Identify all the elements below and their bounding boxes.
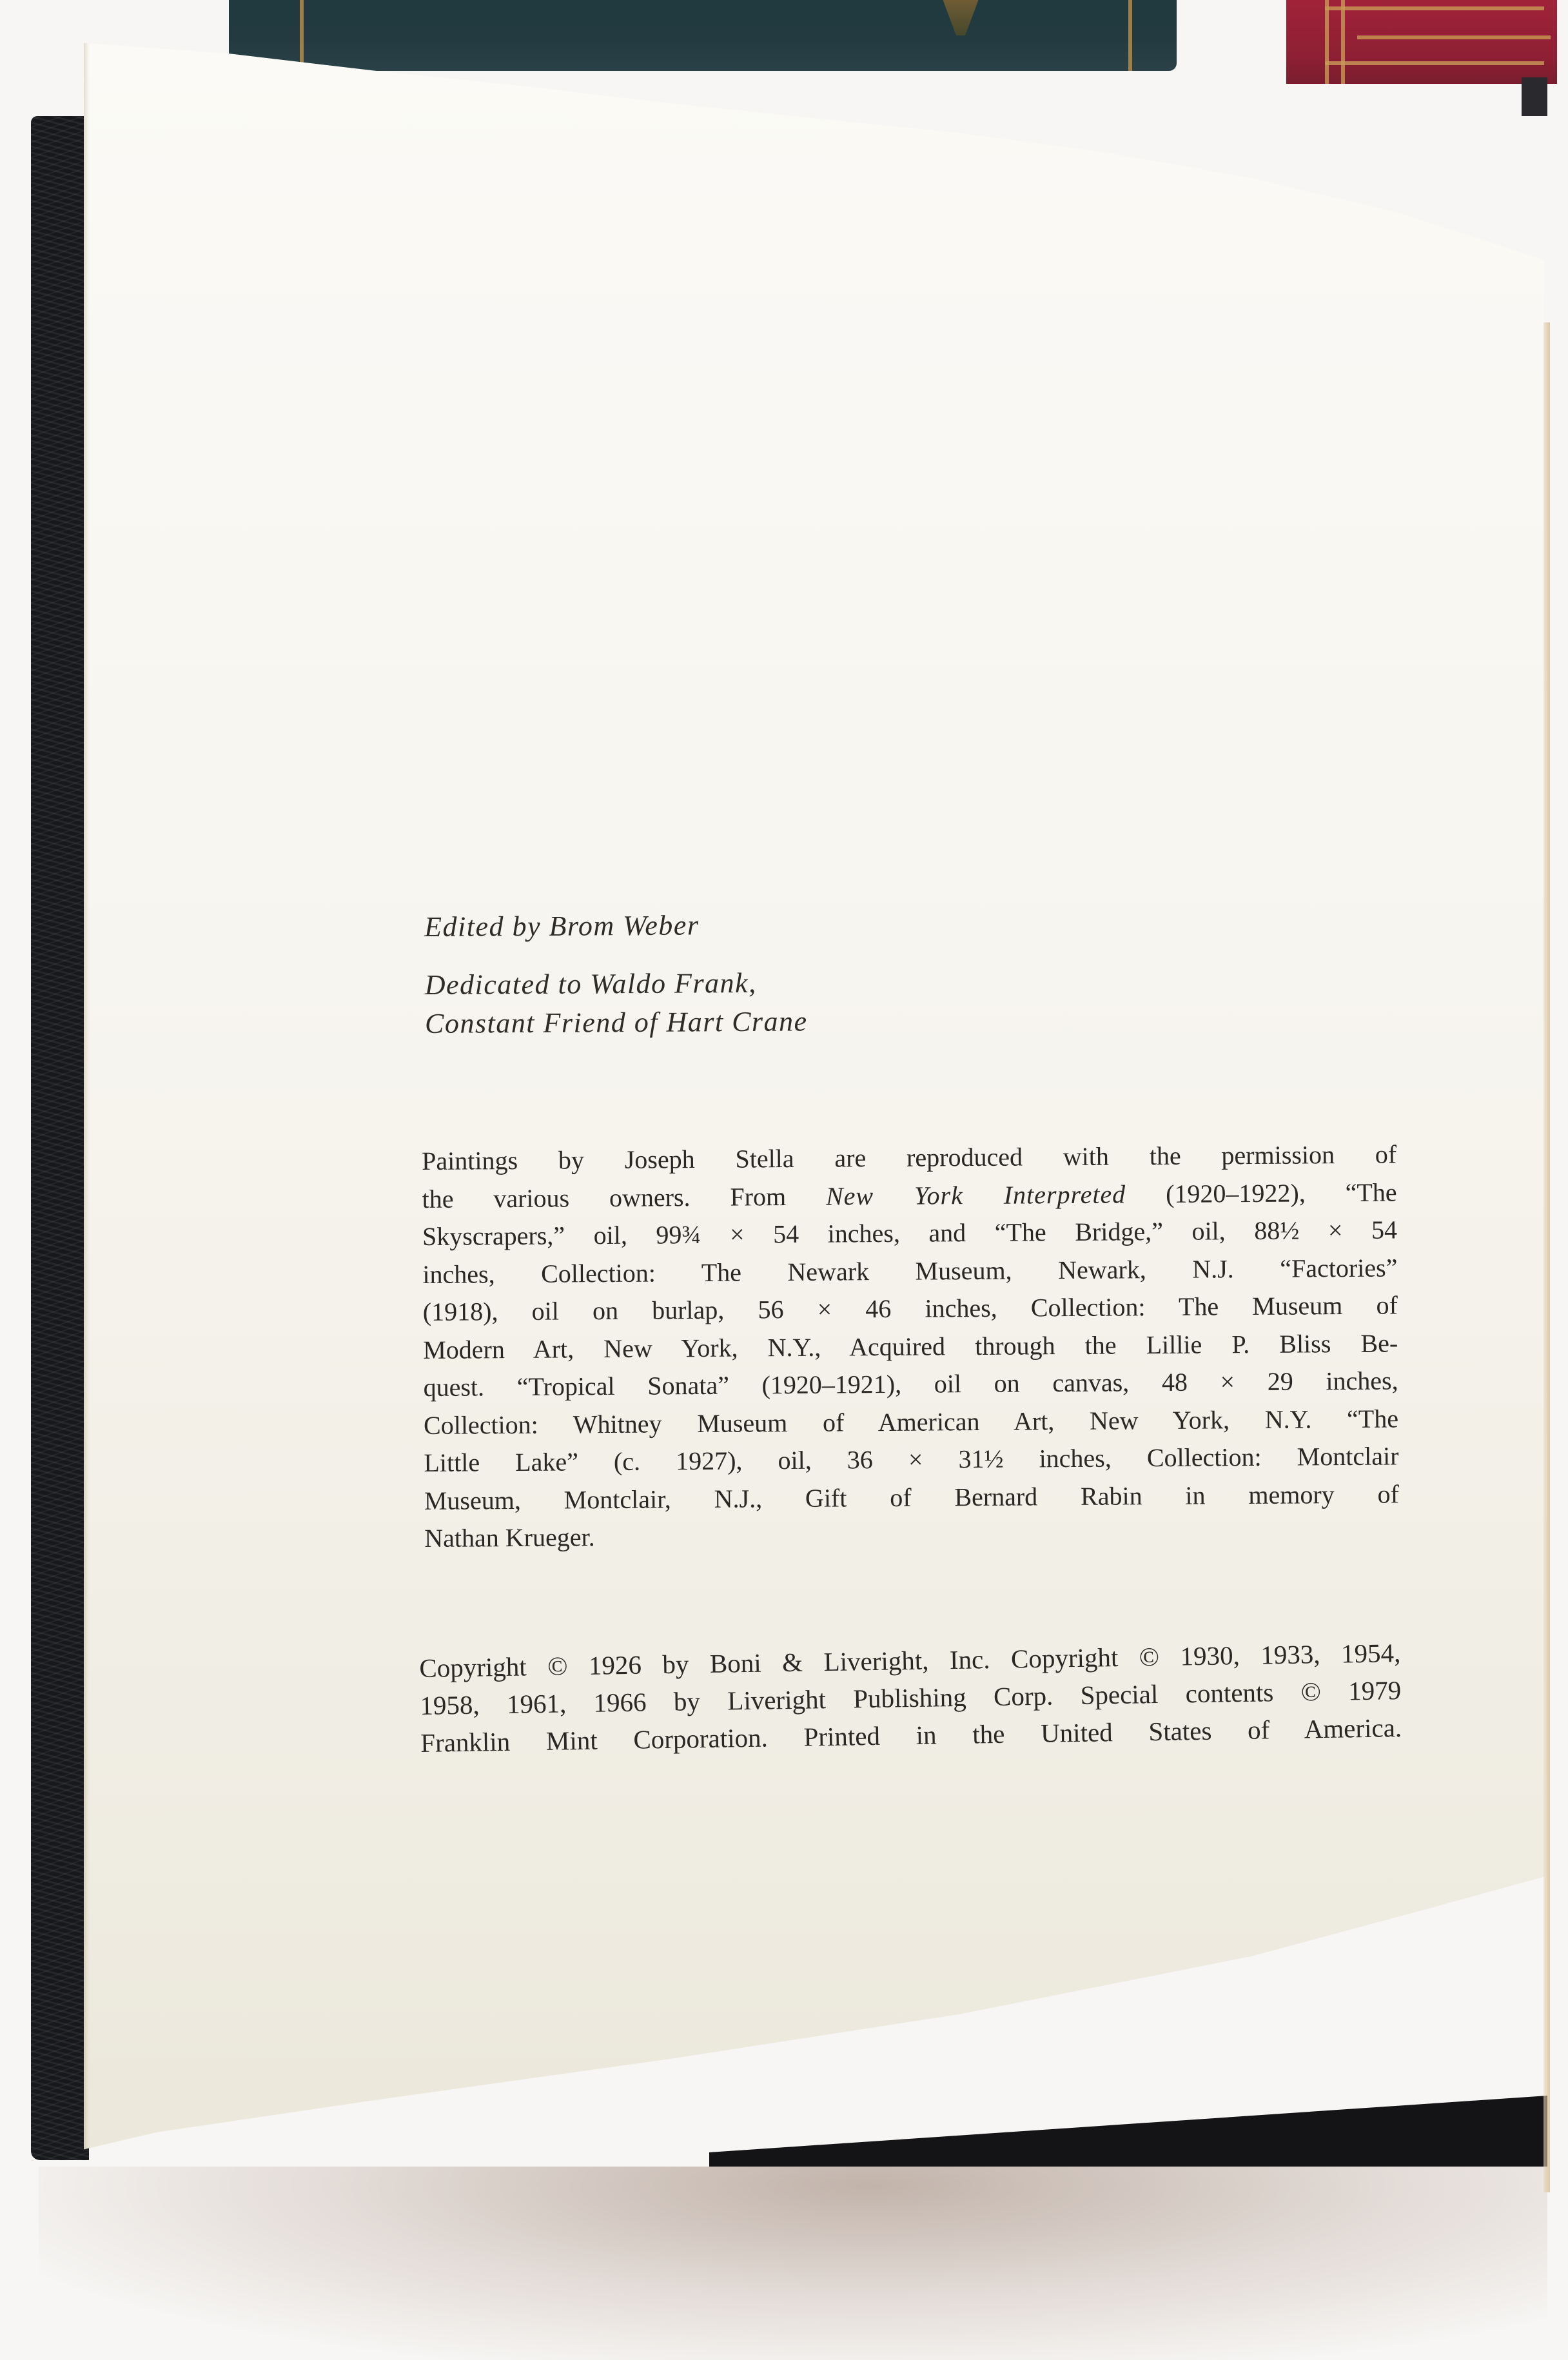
text-run: Paintings by Joseph Stella are reproduced with the permission of: [422, 1139, 1397, 1175]
gilt-line: [1325, 61, 1544, 65]
permissions-line: [423, 1362, 1398, 1406]
text-run: Modern Art, New York, N.Y., Acquired through the Lillie P. Bliss Be-: [423, 1328, 1398, 1364]
gilt-ornament-icon: [938, 0, 983, 35]
book-cover-bottom: [709, 2096, 1547, 2167]
page-edge: [1544, 322, 1550, 2192]
text-run: (1918), oil on burlap, 56 × 46 inches, Collection: The Museum of: [422, 1290, 1398, 1326]
book-cover-edge: [31, 116, 89, 2160]
text-run: Skyscrapers,” oil, 99¾ × 54 inches, and “The Bridge,” oil, 88½ × 54: [422, 1215, 1398, 1251]
text-run: inches, Collection: The Newark Museum, Newark, N.J. “Factories”: [422, 1252, 1398, 1289]
background-red-book: [1286, 0, 1557, 84]
copyright-notice: [419, 1634, 1402, 1762]
permissions-paragraph: [422, 1136, 1399, 1557]
gilt-line: [1128, 0, 1132, 71]
gilt-line: [1341, 0, 1345, 84]
permissions-line: [424, 1513, 1399, 1557]
table-shadow: [39, 2167, 1547, 2360]
background-green-book: [229, 0, 1177, 71]
permissions-line: [424, 1475, 1399, 1520]
gilt-line: [1325, 6, 1544, 10]
gilt-line: [1357, 35, 1551, 39]
text-run: the various owners. From: [422, 1181, 827, 1214]
text-run: (1920–1922), “The: [1126, 1177, 1397, 1208]
permissions-line: [422, 1174, 1396, 1218]
copyright-line: 1958, 1961, 1966 by Liveright Publishing Corp. Special contents © 1979: [420, 1675, 1402, 1720]
permissions-line: [424, 1437, 1398, 1482]
permissions-line: [423, 1324, 1398, 1369]
series-title: New York Interpreted: [825, 1179, 1126, 1211]
permissions-line: [422, 1249, 1397, 1293]
credits-block: [424, 905, 808, 1043]
dedication-line: Dedicated to Waldo Frank,: [424, 967, 757, 1001]
book-cover-corner: [1522, 77, 1547, 116]
permissions-line: [424, 1400, 1398, 1444]
text-run: quest. “Tropical Sonata” (1920–1921), oil on canvas, 48 × 29 inches,: [423, 1366, 1398, 1402]
text-run: Little Lake” (c. 1927), oil, 36 × 31½ inches, Collection: Montclair: [424, 1441, 1399, 1477]
gilt-line: [1325, 0, 1329, 84]
text-run: Collection: Whitney Museum of American Art, New York, N.Y. “The: [423, 1403, 1399, 1440]
copyright-line: Franklin Mint Corporation. Printed in the United States of America.: [420, 1713, 1402, 1758]
editor-credit: Edited by Brom Weber: [424, 909, 700, 943]
dedication-line: Constant Friend of Hart Crane: [424, 1005, 808, 1039]
permissions-line: [423, 1286, 1398, 1331]
text-run: Museum, Montclair, N.J., Gift of Bernard Rabin in memory of: [424, 1479, 1399, 1515]
copyright-line: Copyright © 1926 by Boni & Liveright, Inc. Copyright © 1930, 1933, 1954,: [419, 1638, 1401, 1683]
permissions-line: [422, 1136, 1396, 1180]
text-run: Nathan Krueger.: [424, 1522, 595, 1553]
permissions-line: [422, 1211, 1397, 1255]
gilt-line: [300, 0, 304, 71]
book-page: [84, 19, 1544, 2167]
